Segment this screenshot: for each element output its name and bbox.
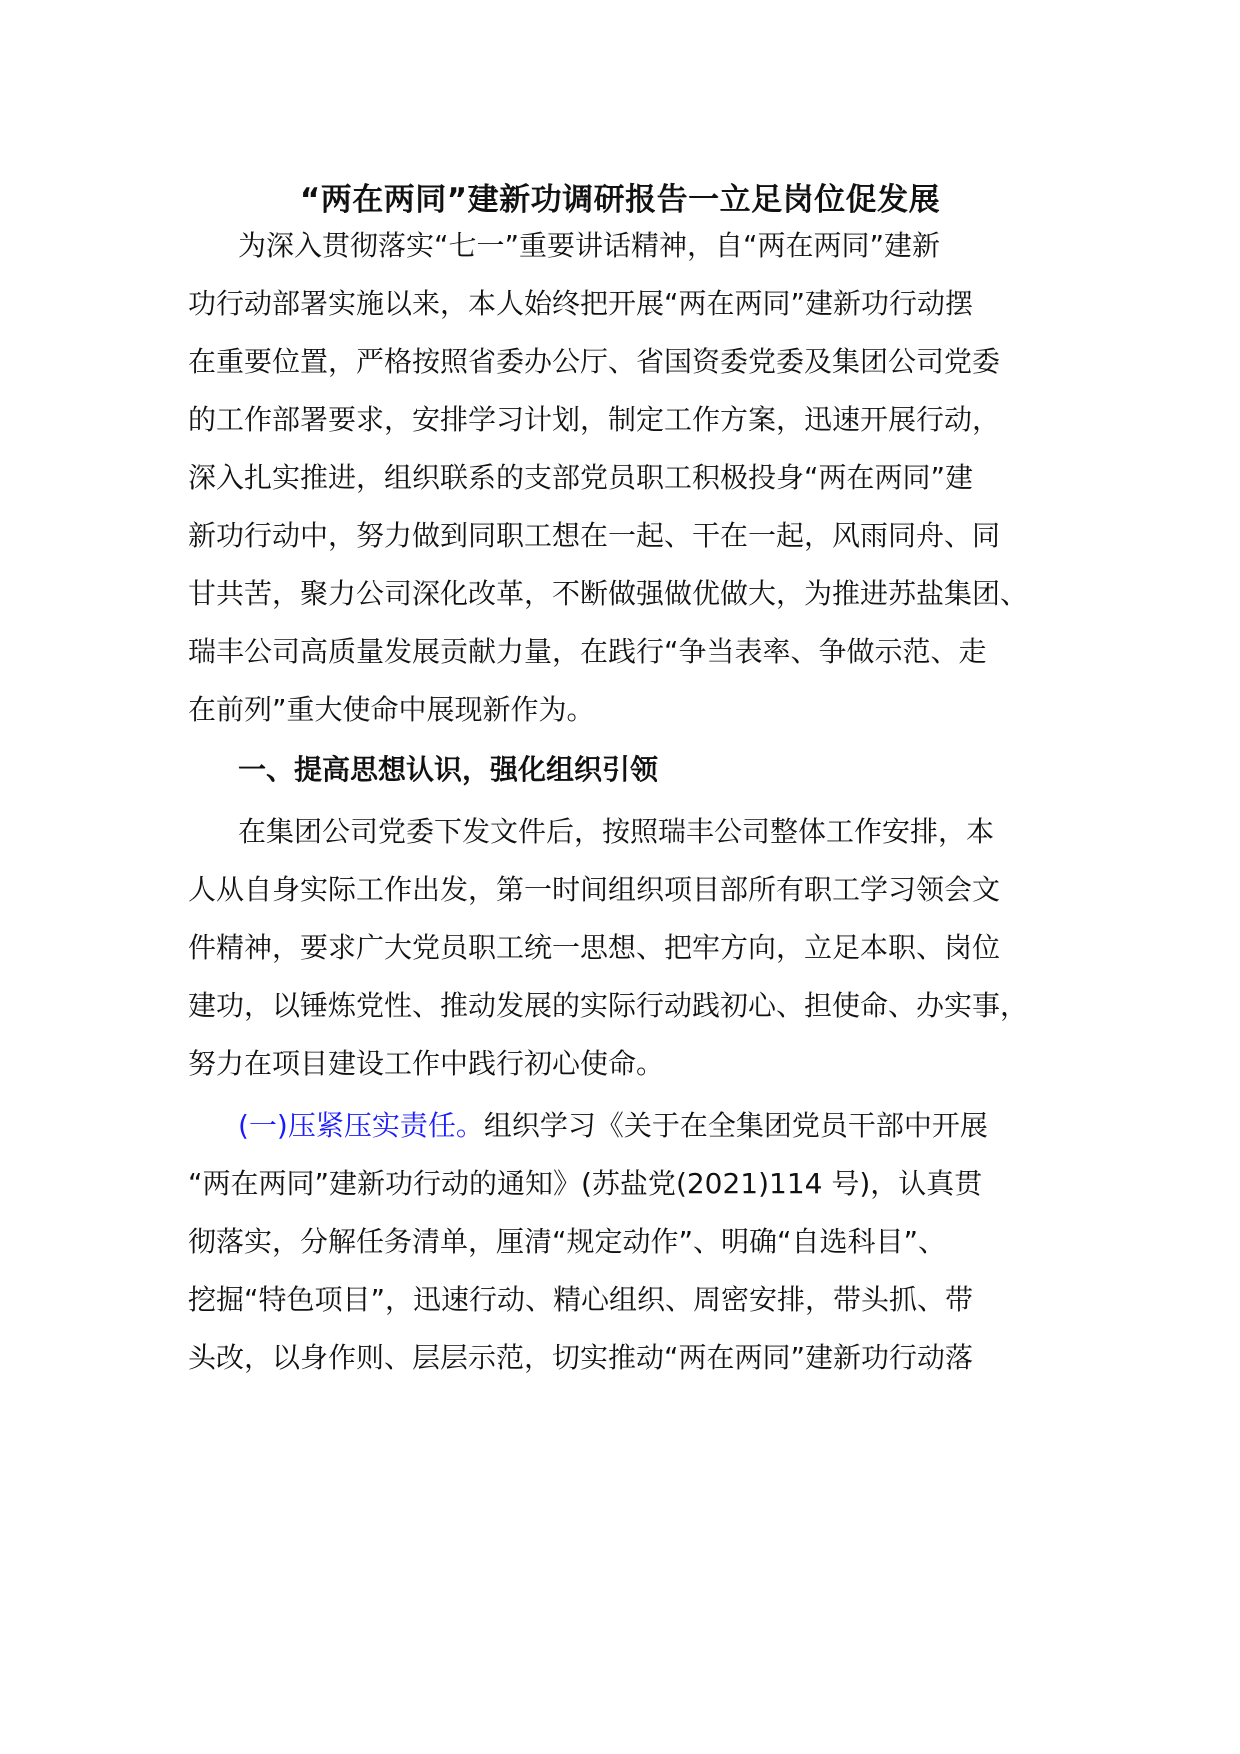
paragraph-line: 深入扎实推进，组织联系的支部党员职工积极投身“两在两同”建 — [188, 461, 974, 494]
paragraph-line: 甘共苦，聚力公司深化改革，不断做强做优做大，为推进苏盐集团、 — [188, 577, 1029, 610]
paragraph-line: 努力在项目建设工作中践行初心使命。 — [188, 1047, 665, 1080]
paragraph-line: 为深入贯彻落实“七一”重要讲话精神，自“两在两同”建新 — [238, 229, 941, 262]
paragraph-line: 彻落实，分解任务清单，厘清“规定动作”、明确“自选科目”、 — [188, 1225, 947, 1258]
paragraph-line: 功行动部署实施以来，本人始终把开展“两在两同”建新功行动摆 — [188, 287, 974, 320]
paragraph-line: 建功，以锤炼党性、推动发展的实际行动践初心、担使命、办实事， — [188, 989, 1029, 1022]
paragraph-text: 组织学习《关于在全集团党员干部中开展 — [483, 1109, 988, 1142]
paragraph-line: 头改，以身作则、层层示范，切实推动“两在两同”建新功行动落 — [188, 1341, 974, 1374]
paragraph-line: 新功行动中，努力做到同职工想在一起、干在一起，风雨同舟、同 — [188, 519, 1001, 552]
paragraph-line — [238, 1106, 988, 1146]
paragraph-line: 在前列”重大使命中展现新作为。 — [188, 693, 595, 726]
paragraph-line: “两在两同”建新功行动的通知》(苏盐党(2021)114 号)，认真贯 — [188, 1167, 983, 1200]
paragraph-line: 在集团公司党委下发文件后，按照瑞丰公司整体工作安排，本 — [238, 815, 995, 848]
subsection-label: (一)压紧压实责任。 — [238, 1109, 484, 1142]
paragraph-line: 人从自身实际工作出发，第一时间组织项目部所有职工学习领会文 — [188, 873, 1001, 906]
section-heading: 一、提高思想认识，强化组织引领 — [238, 753, 659, 786]
paragraph-line: 的工作部署要求，安排学习计划，制定工作方案，迅速开展行动， — [188, 403, 1001, 436]
paragraph-line: 瑞丰公司高质量发展贡献力量，在践行“争当表率、争做示范、走 — [188, 635, 987, 668]
document-title: “两在两同”建新功调研报告一立足岗位促发展 — [299, 182, 941, 218]
paragraph-line: 在重要位置，严格按照省委办公厅、省国资委党委及集团公司党委 — [188, 345, 1001, 378]
paragraph-line: 挖掘“特色项目”，迅速行动、精心组织、周密安排，带头抓、带 — [188, 1283, 974, 1316]
paragraph-line: 件精神，要求广大党员职工统一思想、把牢方向，立足本职、岗位 — [188, 931, 1001, 964]
